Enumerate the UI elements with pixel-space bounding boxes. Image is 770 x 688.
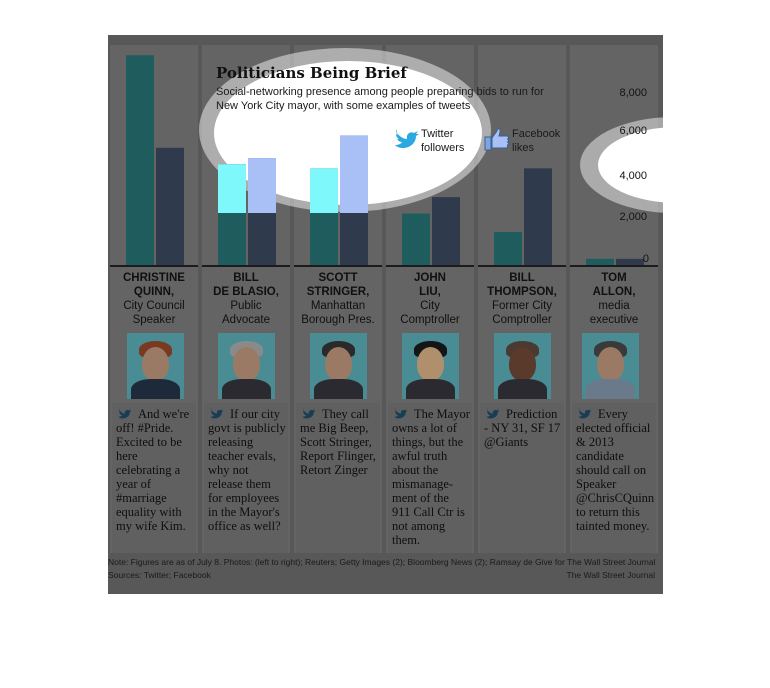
tweet-text: Every elected official & 2013 candidate should call on Speaker @ChrisCQuinn to return this tainted money. bbox=[576, 407, 658, 533]
bar-facebook-thompson bbox=[524, 168, 552, 265]
person-role: Former City bbox=[491, 300, 553, 312]
person-role: Public bbox=[230, 300, 262, 312]
person-name-deblasio bbox=[200, 271, 292, 327]
baseline-stringer bbox=[294, 265, 382, 267]
bar-facebook-liu bbox=[432, 197, 460, 265]
y-tick-label: 2,000 bbox=[619, 211, 647, 223]
bar-twitter-quinn bbox=[126, 55, 154, 265]
baseline-deblasio bbox=[202, 265, 290, 267]
tweet-deblasio bbox=[204, 403, 288, 553]
legend-twitter-line2: followers bbox=[421, 142, 465, 154]
person-firstname: BILL bbox=[509, 272, 535, 284]
portrait-photo bbox=[582, 333, 639, 399]
tweet-text: They call me Big Beep, Scott Stringer, Report Flinger, Retort Zinger bbox=[300, 407, 380, 477]
twitter-bird-icon bbox=[484, 407, 502, 419]
legend-twitter-line1: Twitter bbox=[421, 128, 454, 140]
twitter-bird-icon bbox=[116, 407, 134, 419]
tweet-allon bbox=[572, 403, 656, 553]
person-name-stringer bbox=[292, 271, 384, 327]
person-name-quinn bbox=[108, 271, 200, 327]
bar-highlight-facebook-deblasio bbox=[248, 158, 276, 213]
baseline-allon bbox=[570, 265, 658, 267]
bar-facebook-quinn bbox=[156, 148, 184, 265]
person-role: Comptroller bbox=[400, 314, 460, 326]
credit: The Wall Street Journal bbox=[566, 570, 655, 580]
portrait-photo bbox=[218, 333, 275, 399]
facebook-like-icon bbox=[484, 127, 510, 151]
legend-twitter bbox=[421, 127, 464, 155]
person-role: executive bbox=[589, 314, 639, 326]
tweet-text: And we're off! #Pride. Excited to be here celebrating a year of #marriage equality with my wife Kim. bbox=[116, 407, 193, 533]
baseline-quinn bbox=[110, 265, 198, 267]
person-lastname: ALLON, bbox=[592, 286, 636, 298]
tweet-thompson bbox=[480, 403, 564, 553]
person-role: Manhattan bbox=[310, 300, 366, 312]
person-firstname: CHRISTINE bbox=[123, 272, 185, 284]
portrait-photo bbox=[402, 333, 459, 399]
portrait-photo bbox=[127, 333, 184, 399]
person-firstname: JOHN bbox=[414, 272, 446, 284]
legend-facebook bbox=[512, 127, 560, 155]
twitter-bird-icon bbox=[392, 407, 410, 419]
person-role: City Council bbox=[123, 300, 185, 312]
y-tick-label: 4,000 bbox=[619, 170, 647, 182]
tweet-text: If our city govt is publicly releasing teacher evals, why not release them for employees in the Mayor's office as well? bbox=[208, 407, 289, 533]
person-role: Borough Pres. bbox=[301, 314, 375, 326]
twitter-bird-icon bbox=[300, 407, 318, 419]
sources: Sources: Twitter; Facebook bbox=[108, 570, 211, 580]
y-tick-label: 8,000 bbox=[619, 87, 647, 99]
portrait-photo bbox=[494, 333, 551, 399]
person-lastname: LIU, bbox=[419, 286, 441, 298]
person-role: City bbox=[420, 300, 440, 312]
baseline-thompson bbox=[478, 265, 566, 267]
person-lastname: STRINGER, bbox=[306, 286, 370, 298]
twitter-bird-icon bbox=[576, 407, 594, 419]
portrait-photo bbox=[310, 333, 367, 399]
bar-highlight-facebook-stringer bbox=[340, 135, 368, 213]
person-role: Comptroller bbox=[492, 314, 552, 326]
bar-highlight-twitter-stringer bbox=[310, 168, 338, 213]
person-role: Speaker bbox=[132, 314, 176, 326]
person-name-thompson bbox=[476, 271, 568, 327]
person-firstname: BILL bbox=[233, 272, 259, 284]
y-tick-label: 6,000 bbox=[619, 125, 647, 137]
person-role: media bbox=[598, 300, 630, 312]
person-lastname: THOMPSON, bbox=[487, 286, 557, 298]
person-role: Advocate bbox=[222, 314, 270, 326]
tweet-text: Prediction - NY 31, SF 17 @Giants bbox=[484, 407, 564, 449]
chart-subtitle: Social-networking presence among people preparing bids to run for New York City mayor, with some examples of tweets bbox=[216, 86, 544, 112]
legend-facebook-line1: Facebook bbox=[512, 128, 561, 140]
person-name-allon bbox=[568, 271, 660, 327]
person-name-liu bbox=[384, 271, 476, 327]
person-firstname: TOM bbox=[601, 272, 627, 284]
baseline-liu bbox=[386, 265, 474, 267]
person-lastname: QUINN, bbox=[133, 286, 175, 298]
person-lastname: DE BLASIO, bbox=[213, 286, 279, 298]
person-firstname: SCOTT bbox=[318, 272, 358, 284]
chart-panel bbox=[108, 35, 663, 594]
bar-twitter-liu bbox=[402, 214, 430, 265]
twitter-bird-icon bbox=[208, 407, 226, 419]
tweet-text: The Mayor owns a lot of things, but the awful truth about the mismanage-ment of the 911 Call Ctr is not among them. bbox=[392, 407, 474, 547]
bar-twitter-thompson bbox=[494, 232, 522, 265]
y-tick-label: 0 bbox=[642, 253, 649, 265]
bar-highlight-twitter-deblasio bbox=[218, 164, 246, 213]
legend-facebook-line2: likes bbox=[512, 142, 535, 154]
tweet-stringer bbox=[296, 403, 380, 553]
chart-title: Politicians Being Brief bbox=[216, 64, 407, 82]
twitter-bird-icon bbox=[395, 127, 419, 149]
tweet-quinn bbox=[112, 403, 196, 553]
tweet-liu bbox=[388, 403, 472, 553]
footnote: Note: Figures are as of July 8. Photos: (left to right); Reuters; Getty Images (2); Bloomberg News (2); Ramsay de Give for The Wall Street Journal bbox=[108, 557, 656, 567]
